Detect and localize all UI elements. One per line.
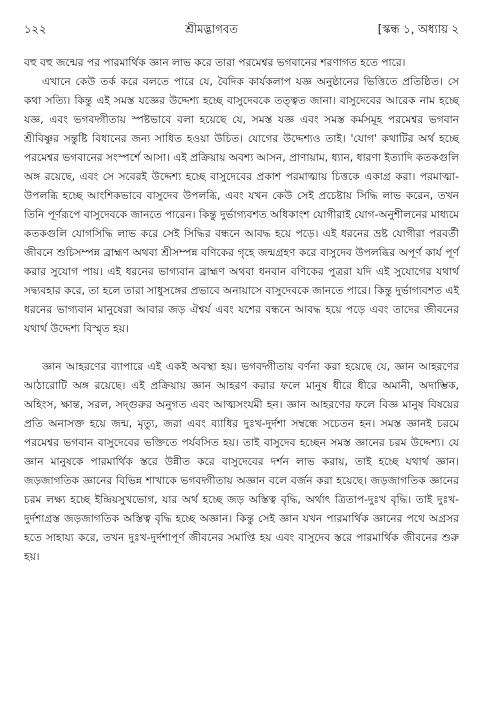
- page-number: ১২২: [24, 22, 47, 36]
- page-body: [24, 54, 459, 567]
- section-reference: [স্কন্ধ ১, অধ্যায় ২: [377, 22, 459, 36]
- paragraph-vedic-yajna: এখানে কেউ তর্ক করে বলতে পারে যে, বৈদিক কার্যকলাপ যজ্ঞ অনুষ্ঠানের ভিত্তিতে প্রতিষ্ঠিত। সে কথা সত্যি। কিন্তু এই সমস্ত যজ্ঞের উদ্দেশ্য হচ্ছে বাসুদেবকে তত্ত্বত জানা। বাসুদেবের আরেক নাম হচ্ছে যজ্ঞ, এবং ভগবদ্গীতায় স্পষ্টভাবে বলা হয়েছে যে, সমস্ত যজ্ঞ এবং সমস্ত কর্মসমূহ পরমেশ্বর ভগবান শ্রীবিষ্ণুর সন্তুষ্টি বিধানের জন্য সাধিত হওয়া উচিত। যোগের উদ্দেশ্যও তাই। 'যোগ' কথাটির অর্থ হচ্ছে পরমেশ্বর ভগবানের সংস্পর্শে আসা। এই প্রক্রিয়ায় অবশ্য আসন, প্রাণায়াম, ধ্যান, ধারণা ইত্যাদি কতকগুলি অঙ্গ রয়েছে, এবং সে সবেরই উদ্দেশ্য হচ্ছে বাসুদেবের প্রকাশ পরমাত্মায় চিত্তকে একাগ্র করা। পরমাত্মা-উপলব্ধি হচ্ছে আংশিকভাবে বাসুদেব উপলব্ধি, এবং যখন কেউ সেই প্রচেষ্টায় সিদ্ধি লাভ করেন, তখন তিনি পূর্ণরূপে বাসুদেবকে জানতে পারেন। কিন্তু দুর্ভাগ্যবশত অধিকাংশ যোগীরাই যোগ-অনুশীলনের মাধ্যমে কতকগুলি যোগসিদ্ধি লাভ করে সেই সিদ্ধির বন্ধনে আবদ্ধ হয়ে পড়ে। এই ধরনের ভ্রষ্ট যোগীরা পরবর্তী জীবনে শুচিসম্পন্ন ব্রাহ্মণ অথবা শ্রীসম্পন্ন বণিকের গৃহে জন্মগ্রহণ করে বাসুদেব উপলব্ধির অপূর্ণ কার্য পূর্ণ করার সুযোগ পায়। এই ধরনের ভাগ্যবান ব্রাহ্মণ অথবা ধনবান বণিকের পুত্ররা যদি এই সুযোগের যথার্থ সদ্ব্যবহার করে, তা হলে তারা সাধুসঙ্গের প্রভাবে অনায়াসে বাসুদেবকে জানতে পারে। কিন্তু দুর্ভাগ্যবশত এই ধরনের ভাগ্যবান মানুষেরা আবার জড় ঐশ্বর্য এবং যশের বন্ধনে আবদ্ধ হয়ে পড়ে এবং তাদের জীবনের যথার্থ উদ্দেশ্য বিস্মৃত হয়।: [24, 76, 459, 335]
- book-title: শ্রীমদ্ভাগবত: [185, 22, 238, 36]
- paragraph-continuation: বহু বহু জন্মের পর পারমার্থিক জ্ঞান লাভ করে তারা পরমেশ্বর ভগবানের শরণাগত হতে পারে।: [24, 57, 406, 69]
- paragraph-knowledge: জ্ঞান আহরণের ব্যাপারে এই একই অবস্থা হয়। ভগবদ্গীতায় বর্ণনা করা হয়েছে যে, জ্ঞান আহরণের আঠারোটি অঙ্গ রয়েছে। এই প্রক্রিয়ায় জ্ঞান আহরণ করার ফলে মানুষ ধীরে ধীরে অমানী, অদাম্ভিক, অহিংস, ক্ষান্ত, সরল, সদ্গুরুর অনুগত এবং আত্মসংযমী হন। জ্ঞান আহরণের ফলে বিজ্ঞ মানুষ বিষয়ের প্রতি অনাসক্ত হয়ে জন্ম, মৃত্যু, জরা এবং ব্যাধির দুঃখ-দুর্দশা সম্বন্ধে সচেতন হন। সমস্ত জ্ঞানই চরমে পরমেশ্বর ভগবান বাসুদেবের ভক্তিতে পর্যবসিত হয়। তাই বাসুদেব হচ্ছেন সমস্ত জ্ঞানের চরম উদ্দেশ্য। যে জ্ঞান মানুষকে পারমার্থিক স্তরে উন্নীত করে বাসুদেবের দর্শন লাভ করায়, তাই হচ্ছে যথার্থ জ্ঞান। জড়জাগতিক জ্ঞানের বিভিন্ন শাখাকে ভগবদ্গীতায় অজ্ঞান বলে বর্জন করা হয়েছে। জড়জাগতিক জ্ঞানের চরম লক্ষ্য হচ্ছে ইন্দ্রিয়সুখভোগ, যার অর্থ হচ্ছে জড় অস্তিত্ব বৃদ্ধি, অর্থাৎ ত্রিতাপ-দুঃখ বৃদ্ধি। তাই দুঃখ-দুর্দশাগ্রস্ত জড়জাগতিক অস্তিত্ব বৃদ্ধি হচ্ছে অজ্ঞান। কিন্তু সেই জ্ঞান যখন পারমার্থিক জ্ঞানের পথে অগ্রসর হতে সাহায্য করে, তখন দুঃখ-দুর্দশাপূর্ণ জীবনের সমাপ্তি হয় এবং বাসুদেব স্তরে পারমার্থিক জীবনের শুরু হয়।: [24, 361, 459, 563]
- paragraph-spacer: [24, 339, 459, 358]
- page-header: [24, 22, 459, 38]
